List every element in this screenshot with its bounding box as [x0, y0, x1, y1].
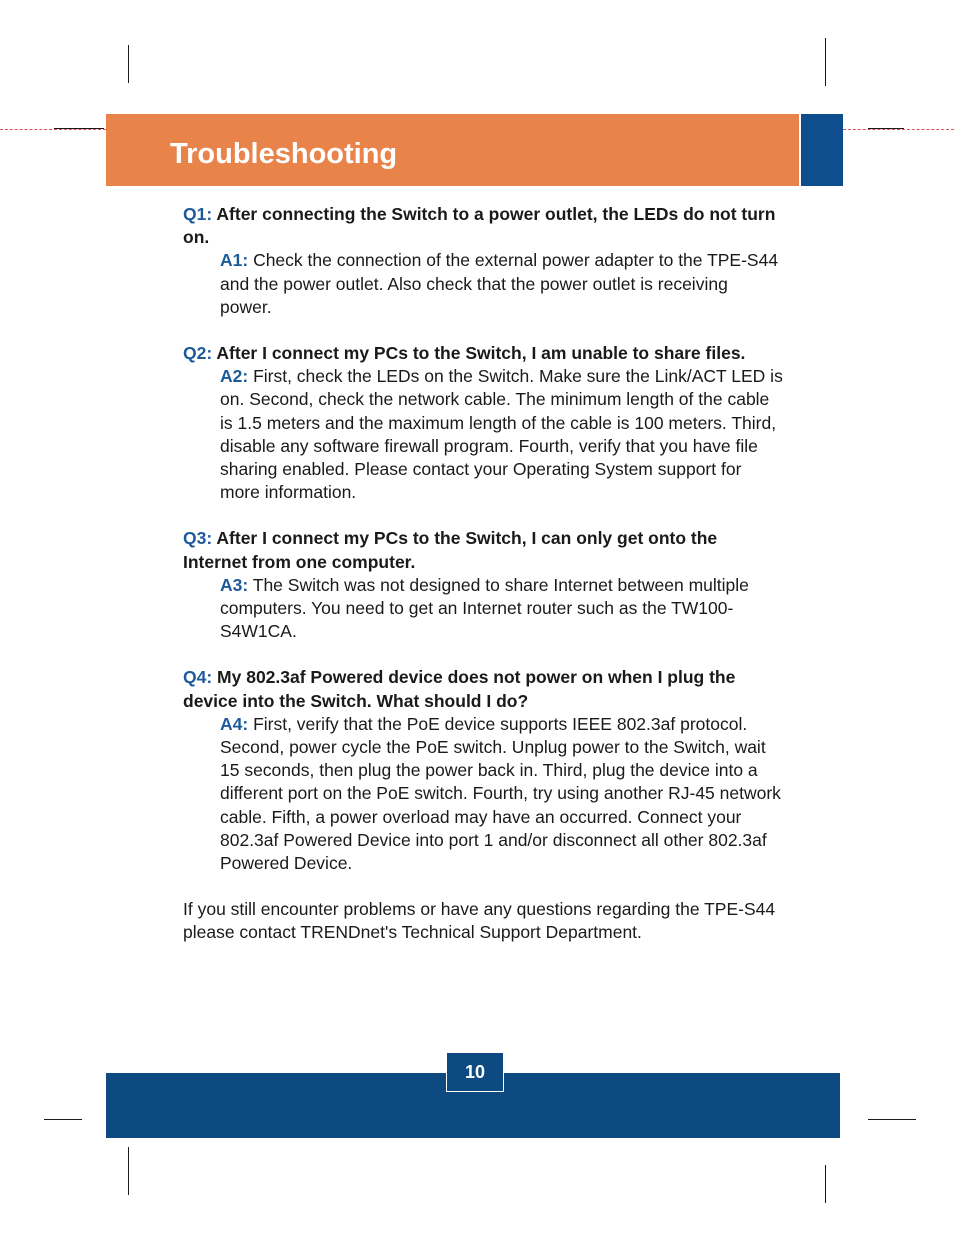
crop-mark-bottom-right-h	[868, 1119, 916, 1120]
answer-1	[220, 249, 783, 319]
answer-2	[220, 365, 783, 504]
closing-paragraph: If you still encounter problems or have any questions regarding the TPE-S44 please contact TRENDnet's Technical Support Department.	[183, 899, 776, 943]
registration-dash-right	[843, 129, 954, 130]
answer-text: The Switch was not designed to share Internet between multiple computers. You need to get an Internet router such as the TW100-S4W1CA.	[220, 574, 749, 642]
question-label: Q2:	[183, 343, 213, 364]
answer-label: A4:	[220, 713, 249, 734]
page-number: 10	[446, 1052, 504, 1092]
question-3	[183, 527, 783, 573]
crop-mark-top-right	[825, 38, 826, 86]
crop-mark-bottom-left-v	[128, 1147, 129, 1195]
crop-mark-bottom-right-v	[825, 1165, 826, 1203]
question-label: Q3:	[183, 528, 213, 549]
answer-text: Check the connection of the external power adapter to the TPE-S44 and the power outlet. Also check that the power outlet is receiving power.	[220, 250, 779, 317]
troubleshooting-content	[183, 203, 783, 945]
page-title: Troubleshooting	[170, 138, 398, 170]
answer-text: First, verify that the PoE device supports IEEE 802.3af protocol. Second, power cycle the PoE switch. Unplug power to the Switch, wait 15 seconds, then plug the power back in. Third, plug the device into a different port on the PoE switch. Fourth, try using another RJ-45 network cable. Fifth, a power overload may have an occurred. Connect your 802.3af Powered Device into port 1 and/or disconnect all other 802.3af Powered Device.	[220, 713, 781, 874]
answer-label: A2:	[220, 366, 249, 387]
crop-mark-top-left	[128, 45, 129, 83]
answer-label: A3:	[220, 574, 249, 595]
answer-text: First, check the LEDs on the Switch. Make sure the Link/ACT LED is on. Second, check the network cable. The minimum length of the cable is 1.5 meters and the maximum length of the cable is 100 meters. Third, disable any software firewall program. Fourth, verify that you have file sharing enabled. Please contact your Operating System support for more information.	[220, 366, 783, 503]
registration-dash-left	[0, 129, 106, 130]
question-label: Q1:	[183, 204, 213, 224]
answer-label: A1:	[220, 250, 249, 271]
answer-4	[220, 713, 783, 875]
side-tab	[801, 114, 843, 186]
question-2	[183, 342, 783, 365]
question-label: Q4:	[183, 667, 213, 688]
answer-3	[220, 574, 783, 644]
question-text: After I connect my PCs to the Switch, I can only get onto the Internet from one computer.	[183, 528, 718, 572]
question-text: My 802.3af Powered device does not power on when I plug the device into the Switch. What should I do?	[183, 667, 736, 711]
question-1	[183, 203, 783, 249]
question-text: After I connect my PCs to the Switch, I am unable to share files.	[212, 343, 746, 364]
question-4	[183, 666, 783, 712]
question-text: After connecting the Switch to a power outlet, the LEDs do not turn on.	[183, 204, 776, 248]
crop-mark-bottom-left-h	[44, 1119, 82, 1120]
